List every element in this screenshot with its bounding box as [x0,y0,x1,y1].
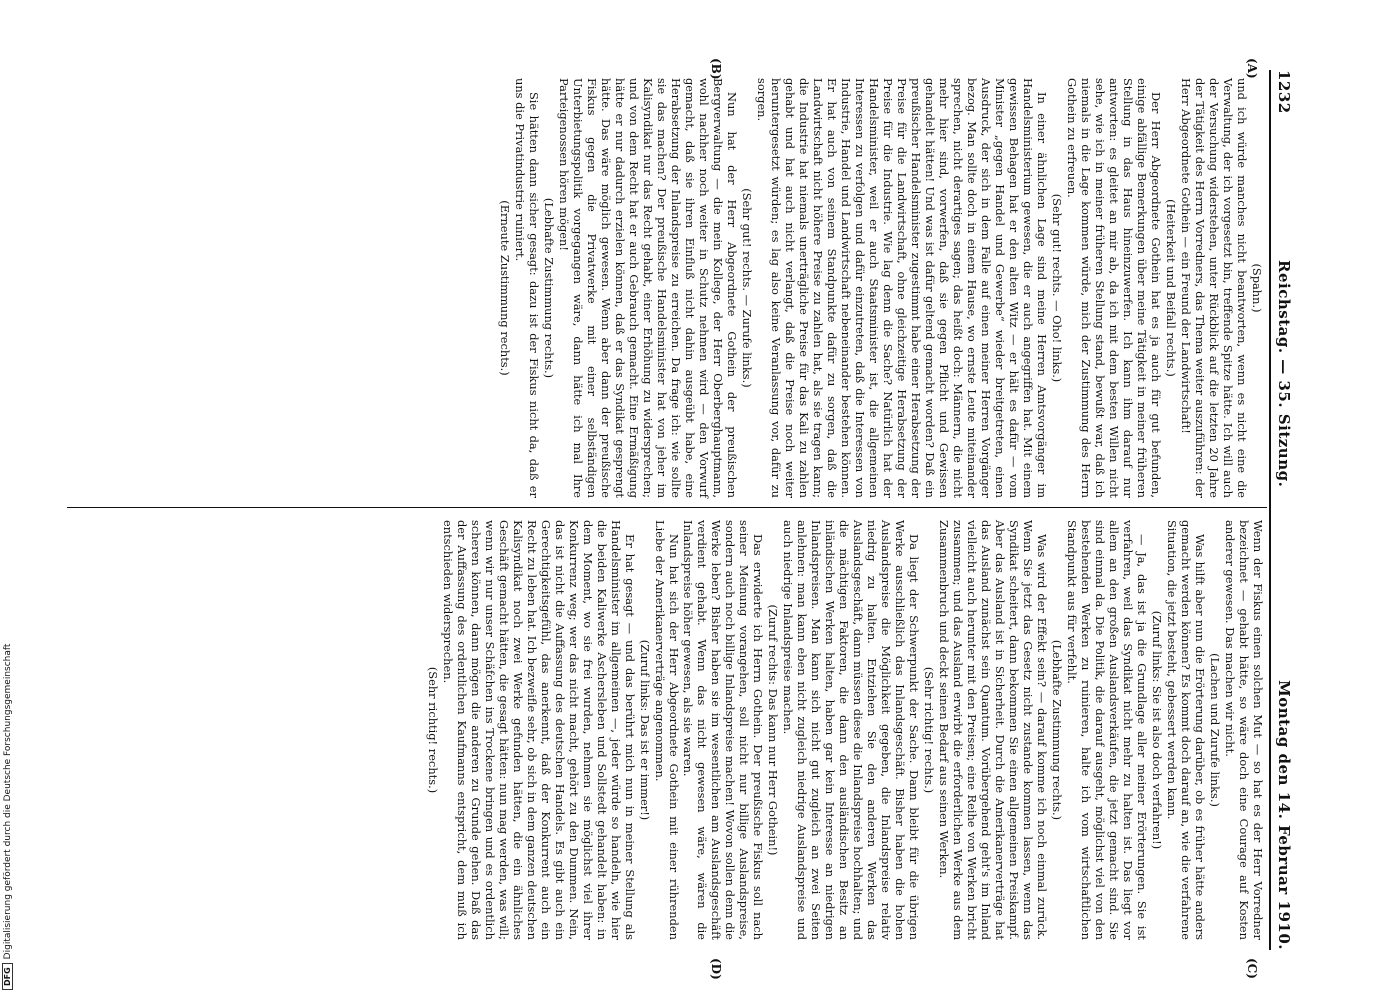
stage-direction: (Sehr richtig! rechts.) [922,666,936,794]
paragraph: Was hilft aber nun die Erörterung darüber, ob es früher hätte anders gemacht werden können? Es kommt doch darauf an, wie die verfahrene Situation, die jetzt besteht, gebessert werden kann. [1165,520,1207,940]
paragraph: und ich würde manches nicht beantworten, wenn es nicht eine die Verwaltung, der ich vorgesetzt bin, treffende Spitze hätte. Ich will auch der Versuchung widerstehen, unter Rückblick auf die letzten 20 Jahre der Tätigkeit des Herrn Vorredners, das Thema weiter auszuführen: der Herr Abgeordnete Gothein — ein Freund der Landwirtschaft! [1179,78,1249,498]
stage-direction: (Sehr gut! rechts. — Oho! links.) [1050,193,1064,383]
paragraph: Was wird der Effekt sein? — darauf komme ich noch einmal zurück. Wenn Sie jetzt das Gesetz nicht zustande kommen lassen, wenn das Syndikat scheitert, dann bekommen Sie einen allgemeinen Preiskampf. Aber das Ausland ist in Sicherheit. Durch die Amerikanerverträge hat das Ausland zunächst sein Quantum. Vorübergehend geht's im Inland vielleicht auch herunter mit den Preisen; eine Reihe von Werken bricht zusammen; und das Ausland erwirbt die erforderlichen Werke aus dem Zusammenbruch und deckt seinen Bedarf aus seinen Werken. [937,520,1049,940]
paragraph: Er hat gesagt — und das berührt mich nun in meiner Stellung als Handelsminister im allgemeinen —, jeder würde so handeln, wie hier die beiden Kaliwerke Aschersleben und Sollstedt gehandelt haben: in dem Moment, wo sie frei wurden, nehmen sie möglichst viel ihrer Konkurrenz weg; wer das nicht macht, gehört zu den Dummen. Nein, das ist nicht die Auffassung des deutschen Handels. Es gibt auch ein Gerechtigkeitsgefühl, das anerkennt, daß der Konkurrent auch ein Recht zu leben hat. Ich bezweifle sehr, ob sich in dem ganzen deutschen Kalisyndikat noch zwei Werke gefunden hätten, die ein ähnliches Geschäft gemacht hätten, die gesagt hätten: nun mag werden, was will; wenn wir nur unser Schäfchen ins Trockene bringen und es ordentlich scheren können, dann mögen die anderen zu Grunde gehen. Daß das der Auffassung des ordentlichen Kaufmanns entspricht, dem muß ich entschieden widersprechen. [441,520,637,940]
paragraph: In einer ähnlichen Lage sind meine Herren Amtsvorgänger im Handelsministerium gewesen, die er auch angegriffen hat. Mit einem gewissen Behagen hat er den alten Witz — er hält es dafür — vom Minister „gegen Handel und Gewerbe“ wieder breitgetreten, einen Ausdruck, der sich in dem Falle auf einen meiner Herren Vorgänger bezog. Man sollte doch in einem Hause, wo ernste Leute miteinander sprechen, nicht derartiges sagen; das heißt doch: Männern, die nicht mehr hier sind, vorwerfen, daß sie gegen Pflicht und Gewissen gehandelt hätten! Und was ist dafür geltend gemacht worden? Daß ein preußischer Handelsminister zugestimmt habe einer Herabsetzung der Preise für die Landwirtschaft, ohne gleichzeitige Herabsetzung der Preise für die Industrie. Wie lag denn die Sache? Natürlich hat der Handelsminister, weil er auch Staatsminister ist, die allgemeinen Interessen zu verfolgen und dafür einzutreten, daß die Interessen von Industrie, Handel und Landwirtschaft nebeneinander bestehen können. Er hat auch von seinem Standpunkte dafür zu sorgen, daß die Landwirtschaft nicht höhere Preise zu zahlen hat, als sie tragen kann; die Industrie hat niemals unerträgliche Preise für das Kali zu zahlen gehabt und hat auch nicht verlangt, daß die Preise noch weiter heruntergesetzt würden; es lag also keine Veranlassung vor, dafür zu sorgen. [755,78,1049,498]
paragraph: Nun hat der Herr Abgeordnete Gothein der preußischen Bergverwaltung — die mein Kollege, der Herr Oberberghauptmann, wohl nachher noch weiter in Schutz nehmen wird — den Vorwurf gemacht, daß sie ihren Einfluß nicht dahin ausgeübt habe, eine Herabsetzung der Inlandspreise zu erreichen. Da frage ich: wie sollte sie das machen? Der preußische Handelsminister hat von jeher im Kalisyndikat nur das Recht gehabt, einer Erhöhung zu widersprechen; und von dem Recht hat er auch Gebrauch gemacht. Eine Ermäßigung hätte er nur dadurch erzielen können, daß er das Syndikat gesprengt hätte. Das wäre möglich gewesen. Wenn aber dann der preußische Fiskus gegen die Privatwerke mit einer selbständigen Unterbietungspolitik vorgegangen wäre, dann hätte ich mal Ihre Parteigenossen hören mögen! [557,78,739,498]
stage-direction: (Spahn.) [1250,263,1264,313]
footer-text: Digitalisierung gefördert durch die Deutsche Forschungsgemeinschaft [3,643,13,960]
margin-mark-d: (D) [709,958,723,980]
margin-mark-c: (C) [1245,958,1259,979]
paragraph: Wenn der Fiskus einen solchen Mut — so hat es der Herr Vorredner bezeichnet — gehabt hätte, so wäre doch eine Courage auf Kosten anderer gewesen. Das machen wir nicht. [1223,520,1265,940]
stage-direction: (Zuruf links: Das ist er immer!) [638,639,652,821]
stage-direction: (Zuruf rechts: Das kann nur Herr Gothein!) [766,604,780,856]
stage-direction: (Lebhafte Zustimmung rechts.) [542,197,556,379]
session-title: Reichstag. — 35. Sitzung. [1275,260,1293,488]
stage-direction: (Sehr gut! rechts. — Zurufe links.) [740,188,754,388]
column-divider [67,507,1267,508]
session-date: Montag den 14. Februar 1910. [1275,680,1293,950]
header-rule [1269,70,1271,950]
page-header [1273,70,1293,950]
stage-direction: (Heiterkeit und Beifall rechts.) [1164,199,1178,377]
dfg-logo: DFG [2,963,13,990]
footer-credit [2,0,13,990]
margin-mark-a: (A) [1245,58,1259,79]
paragraph: Das erwiderte ich Herrn Gothein. Der preußische Fiskus soll nach seiner Meinung vorangehen, soll nicht nur billige Auslandspreise, sondern auch noch billige Inlandspreise machen! Wovon sollen denn die Werke leben? Bisher haben sie im wesentlichen am Auslandsgeschäft verdient gehabt. Wenn das nicht gewesen wäre, wären die Inlandspreise höher gewesen, als sie waren. [681,520,765,940]
right-column [425,520,1265,940]
stage-direction: (Zuruf links: Sie ist also doch verfahren!) [1150,610,1164,850]
stage-direction: (Erneute Zustimmung rechts.) [498,200,512,376]
stage-direction: (Lachen und Zurufe links.) [1208,653,1222,807]
paragraph: Nun hat sich der Herr Abgeordnete Gothein mit einer rührenden Liebe der Amerikanerverträge angenommen. [653,520,681,940]
left-column [497,78,1265,498]
stage-direction: (Sehr richtig! rechts.) [426,666,440,794]
paragraph: — Ja, das ist ja die Grundlage aller meiner Erörterungen. Sie ist verfahren, weil das Syndikat nicht mehr zu halten ist. Das liegt vor allem an den großen Auslandsverkäufen, die jetzt gemacht sind. Sie sind einmal da. Die Politik, die darauf ausgeht, möglichst viel von den bestehenden Werken zu ruinieren, halte ich vom wirtschaftlichen Standpunkt aus für verfehlt. [1065,520,1149,940]
page-number: 1232 [1275,70,1293,114]
paragraph: Sie hätten dann sicher gesagt: dazu ist der Fiskus nicht da, daß er uns die Privatindustrie ruiniert. [513,78,541,498]
paragraph: Da liegt der Schwerpunkt der Sache. Dann bleibt für die übrigen Werke ausschließlich das Inlandsgeschäft. Bisher haben die hohen Auslandspreise die Möglichkeit gegeben, die Inlandspreise relativ niedrig zu halten. Entziehen Sie den anderen Werken das Auslandsgeschäft, dann müssen diese die Inlandspreise hochhalten; und die mächtigen Faktoren, die dann den ausländischen Besitz an inländischen Werken halten, haben gar kein Interesse an niedrigen Inlandspreisen. Man kann sich nicht gut zugleich an zwei Seiten anlehnen: man kann eben nicht zugleich niedrige Auslandspreise und auch niedrige Inlandspreise machen. [781,520,921,940]
margin-mark-b: (B) [709,58,723,80]
paragraph: Der Herr Abgeordnete Gothein hat es ja auch für gut befunden, einige abfällige Bemerkungen über meine Tätigkeit in meiner früheren Stellung in das Haus hineinzuwerfen. Ich kann ihm darauf nur antworten: es gleitet an mir ab, da ich mit dem besten Willen nicht sehe, wie ich in meiner früheren Stellung stand, bewußt war, daß ich niemals in die Lage kommen würde, mich der Zustimmung des Herrn Gothein zu erfreuen. [1065,78,1163,498]
footer-strip [0,0,20,1000]
stage-direction: (Lebhafte Zustimmung rechts.) [1050,639,1064,821]
